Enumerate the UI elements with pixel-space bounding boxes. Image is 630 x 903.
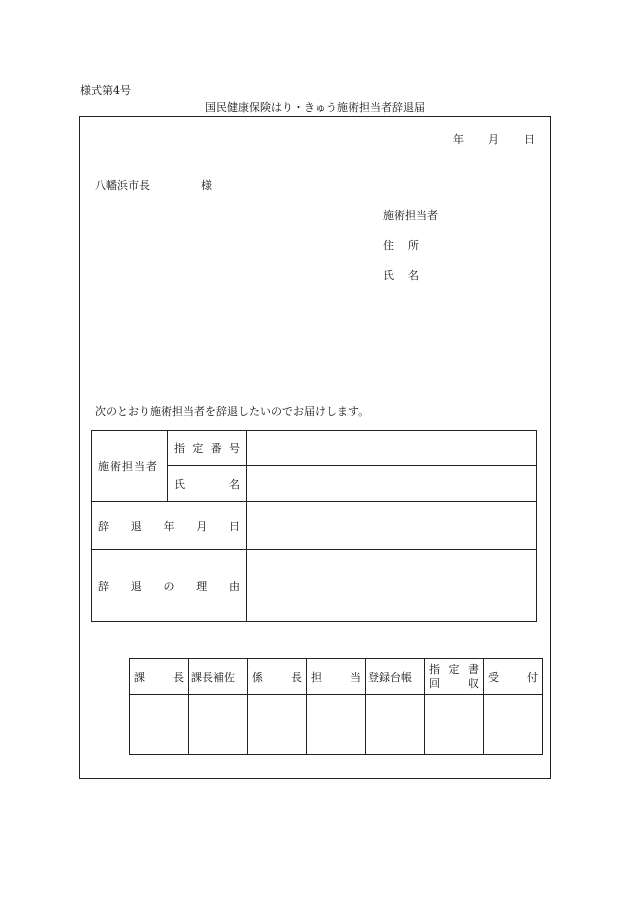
- applicant-address-char: 住: [383, 239, 394, 252]
- label-char: 定: [192, 442, 204, 455]
- approval-header-cell: [366, 659, 425, 695]
- label-char: 理: [196, 579, 208, 593]
- label-char: 回: [429, 676, 440, 690]
- label-char: 課: [134, 670, 145, 684]
- label-char: 氏: [174, 477, 185, 491]
- approval-header-cell: [307, 659, 366, 695]
- label-char: 指: [429, 662, 440, 676]
- approval-stamp-cell[interactable]: [366, 695, 425, 755]
- group-label: 施術担当者: [98, 460, 158, 473]
- approval-header-receipt: [484, 669, 542, 685]
- name-label: [168, 476, 246, 492]
- approval-stamp-cell[interactable]: [425, 695, 484, 755]
- applicant-name-label: [383, 267, 419, 283]
- approval-header-subsection-chief: [248, 669, 306, 685]
- designation-label: [168, 440, 246, 456]
- label-char: 退: [130, 579, 142, 593]
- date-day-label: 日: [524, 133, 535, 146]
- resign-date-label-cell: [92, 502, 247, 550]
- label-char: 辞: [98, 519, 109, 533]
- name-value-field[interactable]: [247, 466, 537, 502]
- approval-header-line: [429, 677, 479, 691]
- label-char: 長: [173, 670, 184, 684]
- designation-value-field[interactable]: [247, 431, 537, 466]
- intro-text: 次のとおり施術担当者を辞退したいのでお届けします。: [95, 405, 370, 418]
- form-title: 国民健康保険はり・きゅう施術担当者辞退届: [205, 101, 425, 114]
- date-year-label: 年: [453, 133, 464, 146]
- applicant-name-char: 名: [408, 269, 419, 282]
- label-char: 定: [448, 662, 460, 676]
- approval-stamp-cell[interactable]: [130, 695, 189, 755]
- label-char: 番: [210, 442, 222, 455]
- approval-header-cell: [484, 659, 543, 695]
- label-char: 付: [527, 670, 538, 684]
- applicant-address-char: 所: [408, 239, 419, 252]
- label-char: 名: [229, 477, 240, 491]
- approval-stamp-cell[interactable]: [189, 695, 248, 755]
- label-char: 号: [228, 442, 240, 455]
- approval-header-cell: [425, 659, 484, 695]
- approval-header-section-chief: [130, 669, 188, 685]
- label-char: 退: [130, 519, 142, 533]
- table-row: [92, 550, 537, 622]
- approval-stamp-cell[interactable]: [484, 695, 543, 755]
- addressee-honorific: 様: [201, 179, 212, 192]
- approval-stamp-cell[interactable]: [307, 695, 366, 755]
- label-char: 年: [163, 519, 175, 533]
- approval-header-deputy-chief: 課長補佐: [191, 670, 235, 684]
- label-char: 日: [229, 519, 240, 533]
- form-number: 様式第4号: [80, 84, 131, 97]
- approval-header-line: [429, 663, 479, 677]
- label-char: 由: [229, 579, 240, 593]
- applicant-role: 施術担当者: [383, 209, 438, 222]
- resign-reason-label: [92, 578, 246, 594]
- table-row: [92, 502, 537, 550]
- approval-header-row: [130, 659, 543, 695]
- label-char: 月: [196, 519, 208, 533]
- label-char: 書: [468, 662, 479, 676]
- name-label-cell: [168, 466, 247, 502]
- approval-table: [129, 658, 543, 755]
- resign-reason-label-cell: [92, 550, 247, 622]
- label-char: 担: [311, 670, 322, 684]
- approval-header-cell: [130, 659, 189, 695]
- label-char: 当: [350, 670, 361, 684]
- label-char: 収: [468, 676, 479, 690]
- resign-date-label: [92, 518, 246, 534]
- label-char: 係: [252, 670, 263, 684]
- designation-label-cell: [168, 431, 247, 466]
- approval-stamp-cell[interactable]: [248, 695, 307, 755]
- label-char: 指: [174, 442, 185, 455]
- label-char: の: [163, 579, 175, 593]
- approval-header-cell: [248, 659, 307, 695]
- approval-header-staff: [307, 669, 365, 685]
- approval-stamp-row: [130, 695, 543, 755]
- date-month-label: 月: [488, 133, 499, 146]
- applicant-address-label: [383, 237, 419, 253]
- approval-header-registry: 登録台帳: [368, 670, 412, 684]
- addressee-name: 八幡浜市長: [95, 179, 150, 192]
- approval-header-certificate-recovery: [425, 663, 483, 691]
- approval-header-cell: [189, 659, 248, 695]
- applicant-name-char: 氏: [383, 269, 394, 282]
- table-row: [92, 431, 537, 466]
- label-char: 辞: [98, 579, 109, 593]
- details-table: [91, 430, 537, 622]
- group-label-cell: [92, 431, 168, 502]
- resign-reason-value-field[interactable]: [247, 550, 537, 622]
- label-char: 受: [488, 670, 499, 684]
- resign-date-value-field[interactable]: [247, 502, 537, 550]
- label-char: 長: [291, 670, 302, 684]
